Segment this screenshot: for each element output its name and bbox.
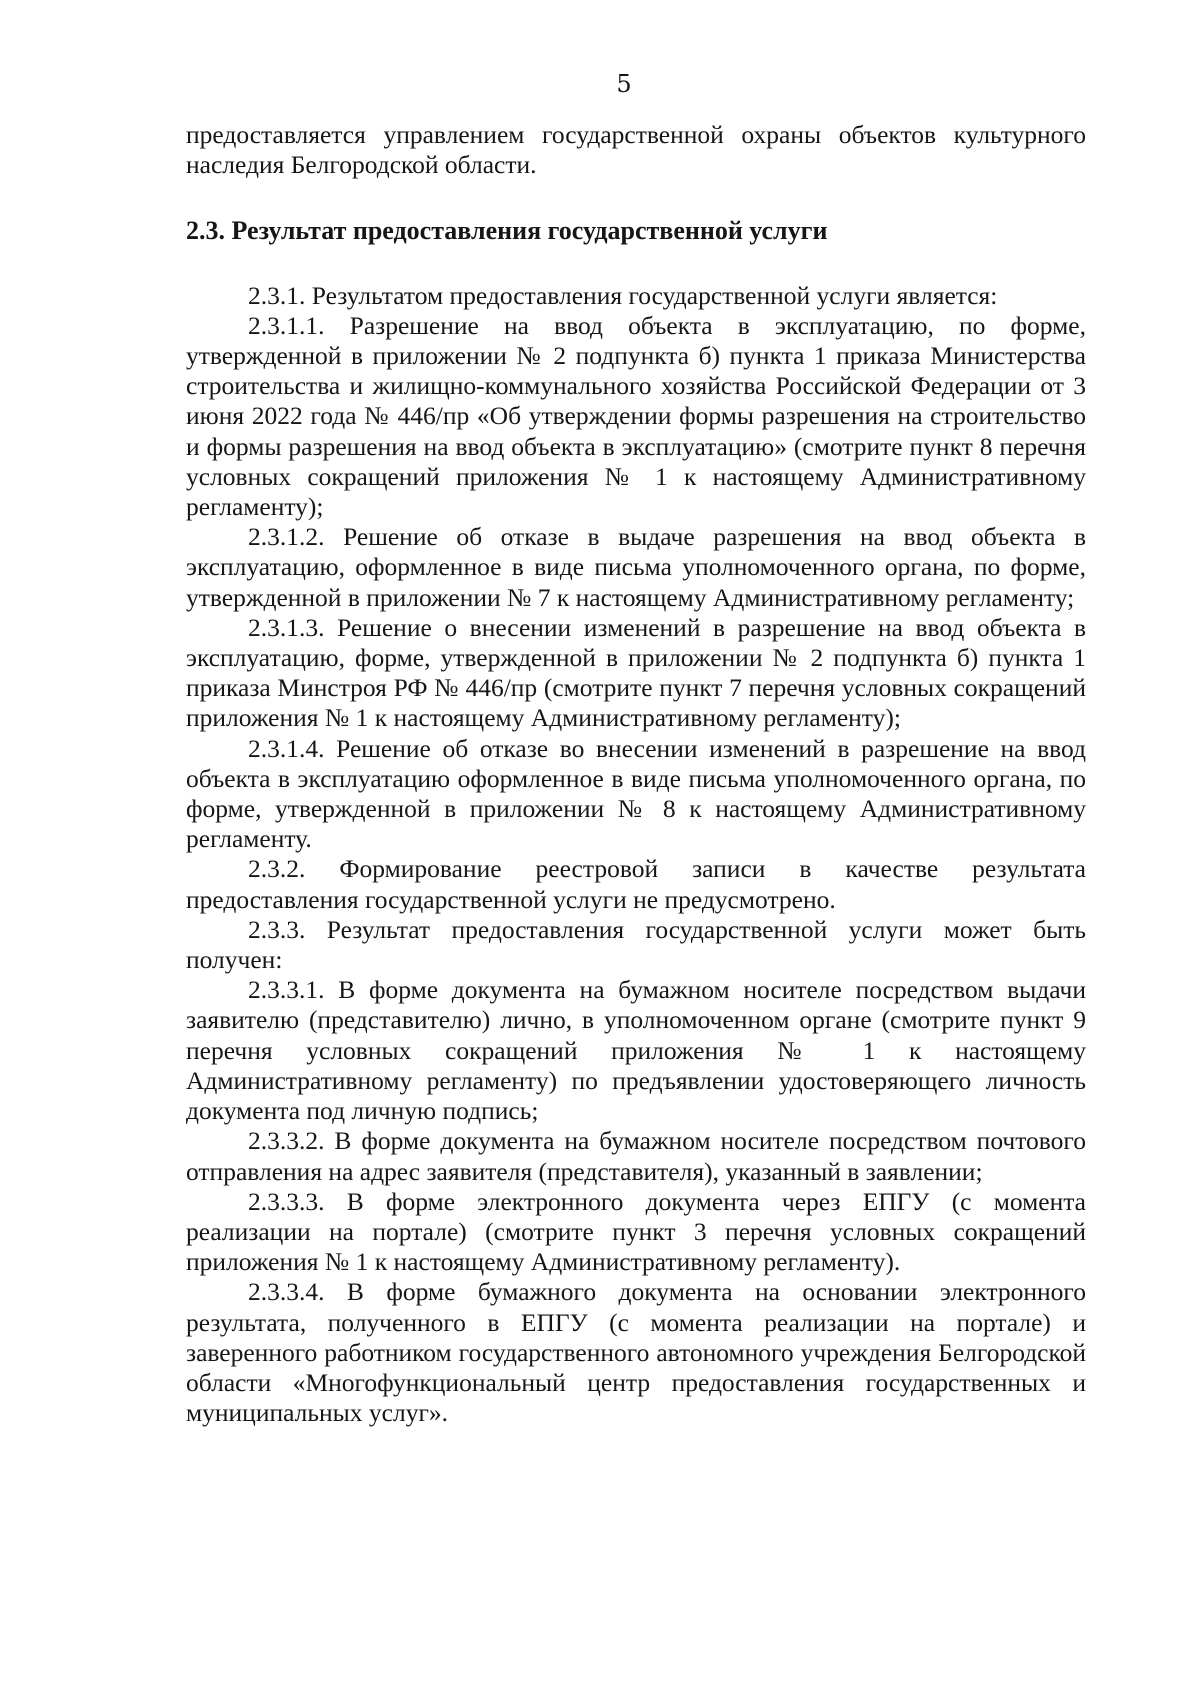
paragraph-2-3-3-4: 2.3.3.4. В форме бумажного документа на основании электронного результата, полученного в ЕПГУ (с момента реализации на портале) и заверенного работником государственного автономного учреждения Белгородской области «Многофункциональный центр предоставления государственных и муниципальных услуг». [186,1277,1086,1428]
paragraph-2-3-1-3: 2.3.1.3. Решение о внесении изменений в разрешение на ввод объекта в эксплуатацию, форме, утвержденной в приложении № 2 подпункта б) пункта 1 приказа Минстроя РФ № 446/пр (смотрите пункт 7 перечня условных сокращений приложения № 1 к настоящему Административному регламенту); [186,612,1086,733]
paragraph-2-3-3: 2.3.3. Результат предоставления государственной услуги может быть получен: [186,914,1086,975]
paragraph-2-3-3-1: 2.3.3.1. В форме документа на бумажном носителе посредством выдачи заявителю (представителю) лично, в уполномоченном органе (смотрите пункт 9 перечня условных сокращений приложения № 1 к настоящему Административному регламенту) по предъявлении удостоверяющего личность документа под личную подпись; [186,975,1086,1126]
paragraph-2-3-1-1: 2.3.1.1. Разрешение на ввод объекта в эксплуатацию, по форме, утвержденной в приложении № 2 подпункта б) пункта 1 приказа Министерства строительства и жилищно-коммунального хозяйства Российской Федерации от 3 июня 2022 года № 446/пр «Об утверждении формы разрешения на строительство и формы разрешения на ввод объекта в эксплуатацию» (смотрите пункт 8 перечня условных сокращений приложения № 1 к настоящему Административному регламенту); [186,310,1086,522]
paragraph-2-3-1-4: 2.3.1.4. Решение об отказе во внесении изменений в разрешение на ввод объекта в эксплуатацию оформленное в виде письма уполномоченного органа, по форме, утвержденной в приложении № 8 к настоящему Административному регламенту. [186,733,1086,854]
paragraph-2-3-2: 2.3.2. Формирование реестровой записи в качестве результата предоставления государственной услуги не предусмотрено. [186,854,1086,914]
paragraph-2-3-3-3: 2.3.3.3. В форме электронного документа через ЕПГУ (с момента реализации на портале) (смотрите пункт 3 перечня условных сокращений приложения № 1 к настоящему Административному регламенту). [186,1186,1086,1277]
page-number: 5 [616,70,632,98]
intro-paragraph: предоставляется управлением государственной охраны объектов культурного наследия Белгородской области. [186,120,1086,180]
paragraph-2-3-3-2: 2.3.3.2. В форме документа на бумажном носителе посредством почтового отправления на адрес заявителя (представителя), указанный в заявлении; [186,1126,1086,1186]
paragraph-2-3-1-2: 2.3.1.2. Решение об отказе в выдаче разрешения на ввод объекта в эксплуатацию, оформленное в виде письма уполномоченного органа, по форме, утвержденной в приложении № 7 к настоящему Административному регламенту; [186,522,1086,612]
section-heading: 2.3. Результат предоставления государственной услуги [186,216,828,246]
paragraph-2-3-1: 2.3.1. Результатом предоставления государственной услуги является: [248,280,998,310]
document-body [186,120,1086,1428]
